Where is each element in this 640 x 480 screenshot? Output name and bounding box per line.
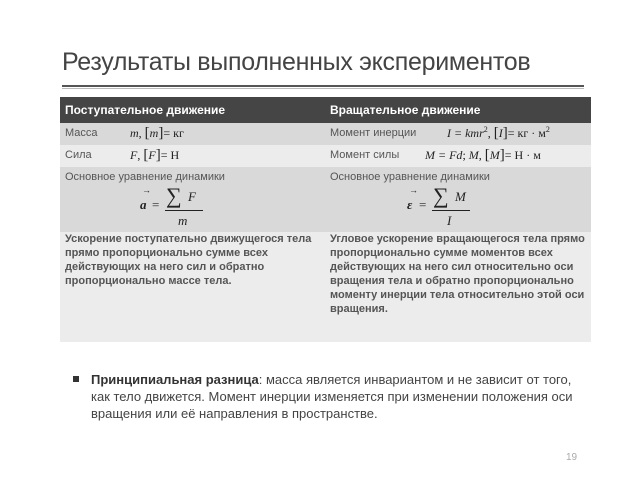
table-row-mass [60, 123, 591, 145]
key-difference-note [91, 371, 593, 422]
title-divider [62, 85, 584, 87]
formula-mass: m, [m]= кг [130, 125, 184, 141]
table-row-equation [60, 167, 591, 232]
comparison-table [60, 97, 591, 342]
label-dynamics-equation: Основное уравнение динамики [65, 171, 225, 183]
title-divider-thin [62, 88, 584, 89]
label-force: Сила [65, 149, 92, 161]
cell-moment-of-force [325, 145, 591, 167]
table-header-row [60, 97, 591, 123]
header-translational: Поступательное движение [60, 97, 325, 123]
text-rotational-law: Угловое ускорение вращающегося тела прямо пропорционально сумме моментов всех действующих на него сил относительно оси вращения тела и обратно пропорционально моменту инерции тела относительно этой оси вращения. [325, 232, 591, 342]
cell-moment-of-inertia [325, 123, 591, 145]
note-text: : масса является инвариантом и не зависит от того, как тело движется. Момент инерции изменяется при изменении положения оси вращения или её направления в пространстве. [91, 372, 573, 421]
label-mass: Масса [65, 127, 98, 139]
cell-rotational-equation [325, 167, 591, 232]
cell-force [60, 145, 325, 167]
cell-mass [60, 123, 325, 145]
text-translational-law: Ускорение поступательно движущегося тела прямо пропорционально сумме всех действующих на него сил и обратно пропорционально массе тела. [60, 232, 325, 342]
equation-rotational: → ε = ∑ M I [405, 185, 485, 229]
equation-translational: → a = ∑ F m [138, 185, 218, 229]
slide-title: Результаты выполненных экспериментов [62, 48, 531, 76]
table-row-force [60, 145, 591, 167]
table-row-description [60, 232, 591, 342]
label-moment-of-force: Момент силы [330, 149, 400, 161]
page-number: 19 [566, 452, 578, 463]
formula-moment-of-inertia: I = kmr$^2$, [I]= кг · $м^2$ [447, 125, 550, 141]
note-bold-lead: Принципиальная разница [91, 372, 259, 387]
header-rotational: Вращательное движение [325, 97, 591, 123]
bullet-marker [73, 376, 79, 382]
formula-force: F, [F]= Н [130, 147, 180, 163]
label-dynamics-equation-rot: Основное уравнение динамики [330, 171, 490, 183]
cell-translational-equation [60, 167, 325, 232]
formula-moment-of-force: M = Fd; M, [M]= Н · м [425, 147, 541, 163]
label-moment-of-inertia: Момент инерции [330, 127, 417, 139]
